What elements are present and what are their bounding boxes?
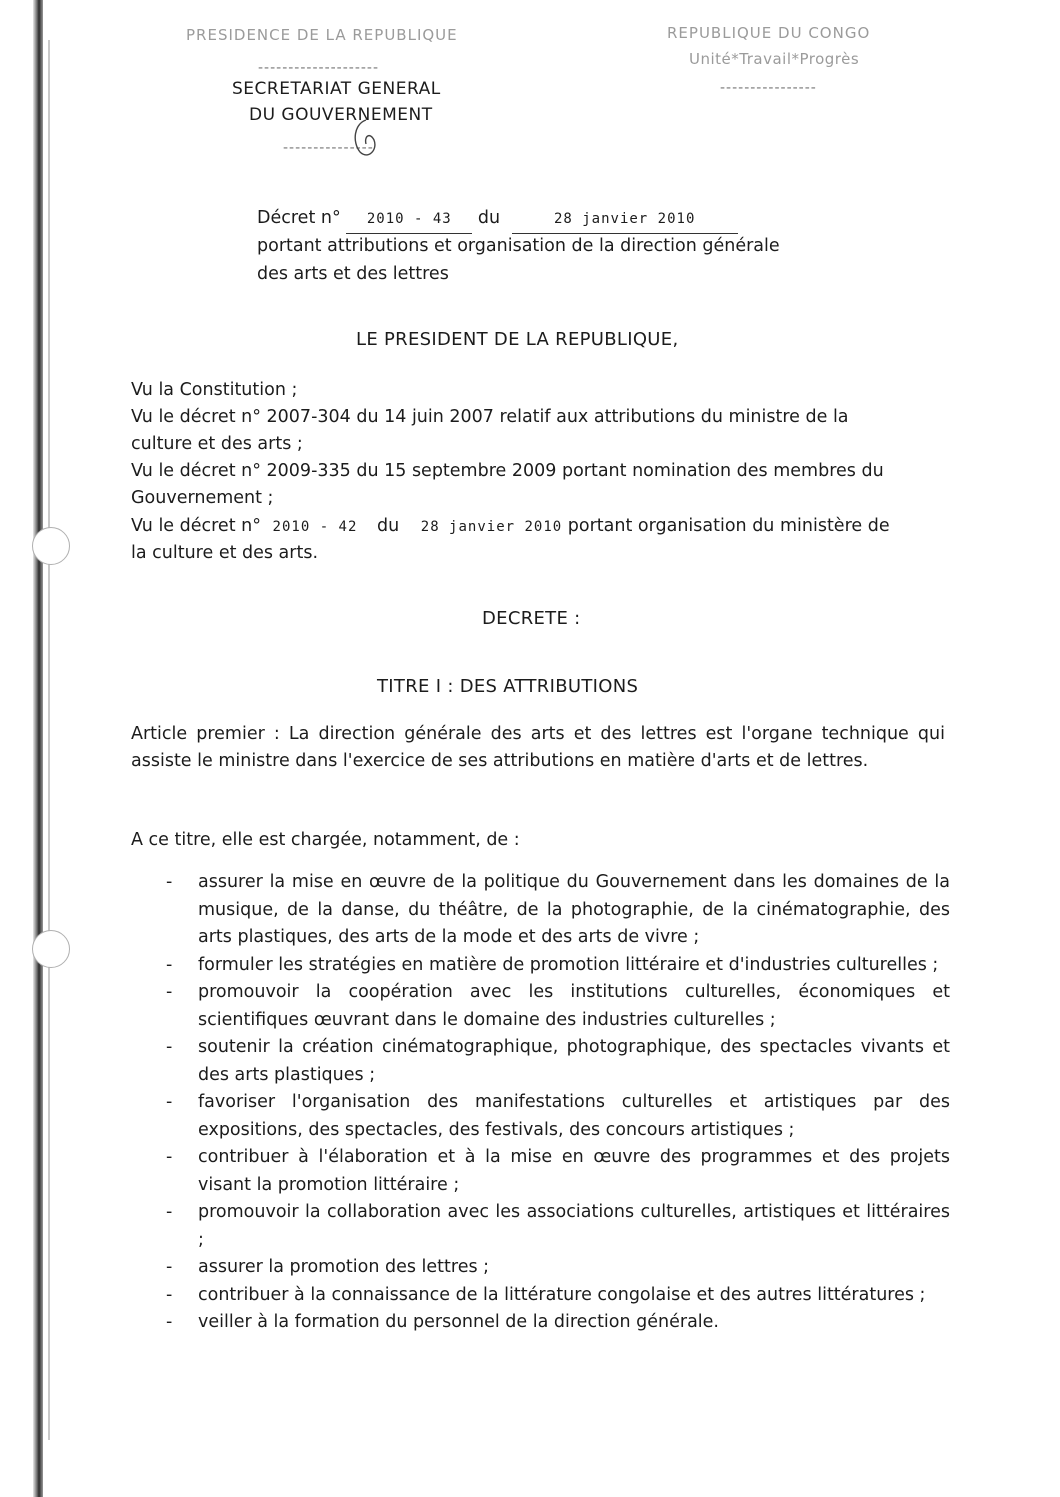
bullet-dash: -: [166, 1202, 173, 1222]
list-item-text: formuler les stratégies en matière de promotion littéraire et d'industries culturelles ;: [198, 954, 939, 975]
visa-2007-line2: culture et des arts ;: [131, 434, 303, 454]
header-right-dashes: ----------------: [720, 80, 817, 96]
attributions-intro: A ce titre, elle est chargée, notamment, de :: [131, 830, 520, 850]
punch-hole: [32, 930, 70, 968]
list-item: [160, 869, 950, 952]
visa-2010-du: du: [376, 516, 400, 536]
bullet-dash: -: [166, 982, 173, 1002]
list-item: [160, 979, 950, 1034]
bullet-dash: -: [166, 1284, 173, 1305]
bullet-dash: -: [166, 1257, 173, 1277]
visa-2009-line1: Vu le décret n° 2009-335 du 15 septembre 2009 portant nomination des membres du: [131, 461, 884, 481]
list-item: [160, 1034, 950, 1089]
decree-date: 28 janvier 2010: [512, 206, 738, 234]
visa-2009-line2: Gouvernement ;: [131, 488, 274, 508]
article-label: Article premier: [131, 724, 265, 744]
article-text: : La direction générale des arts et des lettres est l'organe technique qui assiste le ministre dans l'exercice de ses attributions en matière d'arts et de lettres.: [131, 724, 945, 771]
list-item-text: assurer la promotion des lettres ;: [198, 1257, 490, 1277]
list-item-text: promouvoir la collaboration avec les associations culturelles, artistiques et littéraires ;: [198, 1202, 950, 1250]
list-item: [160, 1282, 950, 1310]
list-item-text: contribuer à l'élaboration et à la mise en œuvre des programmes et des projets visant la promotion littéraire ;: [198, 1147, 950, 1195]
visa-2010-line1: [131, 513, 890, 541]
titre-heading: TITRE I : DES ATTRIBUTIONS: [377, 676, 639, 697]
visa-2007-line1: Vu le décret n° 2007-304 du 14 juin 2007 relatif aux attributions du ministre de la: [131, 407, 849, 427]
initials-mark: [344, 116, 390, 164]
header-republique: REPUBLIQUE DU CONGO: [667, 24, 871, 42]
visa-constitution: Vu la Constitution ;: [131, 380, 298, 400]
binding-shadow: [48, 40, 50, 1440]
decree-subject-line1: portant attributions et organisation de la direction générale: [257, 236, 780, 256]
bullet-dash: -: [166, 1037, 173, 1057]
list-item-text: favoriser l'organisation des manifestations culturelles et artistiques par des expositions, des spectacles, des festivals, des concours artistiques ;: [198, 1092, 950, 1140]
decree-du: du: [477, 208, 501, 228]
decree-number: 2010 - 43: [346, 206, 472, 234]
decree-subject-line2: des arts et des lettres: [257, 264, 449, 284]
header-gouvernement: DU GOUVERNEMENT: [249, 105, 433, 125]
list-item: [160, 1309, 950, 1337]
visa-2010-suffix: portant organisation du ministère de: [567, 516, 890, 536]
article-premier: [131, 721, 945, 775]
bullet-dash: -: [166, 1147, 173, 1167]
header-left-dashes: --------------------: [258, 60, 380, 76]
bullet-dash: -: [166, 1312, 173, 1332]
visa-2010-date: 28 janvier 2010: [420, 519, 563, 535]
list-item: [160, 1199, 950, 1254]
bullet-dash: -: [166, 872, 173, 892]
visa-2010-prefix: Vu le décret n°: [131, 516, 261, 536]
binding-edge: [33, 0, 43, 1497]
visa-2010-line2: la culture et des arts.: [131, 543, 319, 563]
list-item-text: contribuer à la connaissance de la littérature congolaise et des autres littératures ;: [198, 1284, 926, 1305]
list-item: [160, 952, 950, 980]
header-motto: Unité*Travail*Progrès: [689, 50, 860, 68]
list-item-text: soutenir la création cinématographique, photographique, des spectacles vivants et des arts plastiques ;: [198, 1037, 950, 1085]
bullet-dash: -: [166, 1092, 173, 1112]
decrete-heading: DECRETE :: [482, 608, 581, 629]
bullet-dash: -: [166, 954, 173, 975]
header-left-org-dashes: ---------------: [283, 140, 374, 156]
attributions-list: [160, 869, 950, 1337]
punch-hole: [32, 527, 70, 565]
list-item: [160, 1089, 950, 1144]
list-item-text: assurer la mise en œuvre de la politique du Gouvernement dans les domaines de la musique, de la danse, du théâtre, de la photographie, de la cinématographie, des arts plastiques, des arts de la mode et des arts de vivre ;: [198, 872, 950, 947]
president-heading: LE PRESIDENT DE LA REPUBLIQUE,: [356, 329, 679, 350]
decree-line: [257, 205, 738, 234]
list-item: [160, 1144, 950, 1199]
decree-prefix: Décret n°: [257, 208, 341, 228]
list-item-text: promouvoir la coopération avec les institutions culturelles, économiques et scientifiques œuvrant dans le domaine des industries culturelles ;: [198, 982, 950, 1030]
header-secretariat: SECRETARIAT GENERAL: [232, 79, 441, 99]
list-item: [160, 1254, 950, 1282]
list-item-text: veiller à la formation du personnel de la direction générale.: [198, 1312, 719, 1332]
visa-2010-number: 2010 - 42: [272, 519, 358, 535]
header-presidence: PRESIDENCE DE LA REPUBLIQUE: [186, 26, 458, 44]
